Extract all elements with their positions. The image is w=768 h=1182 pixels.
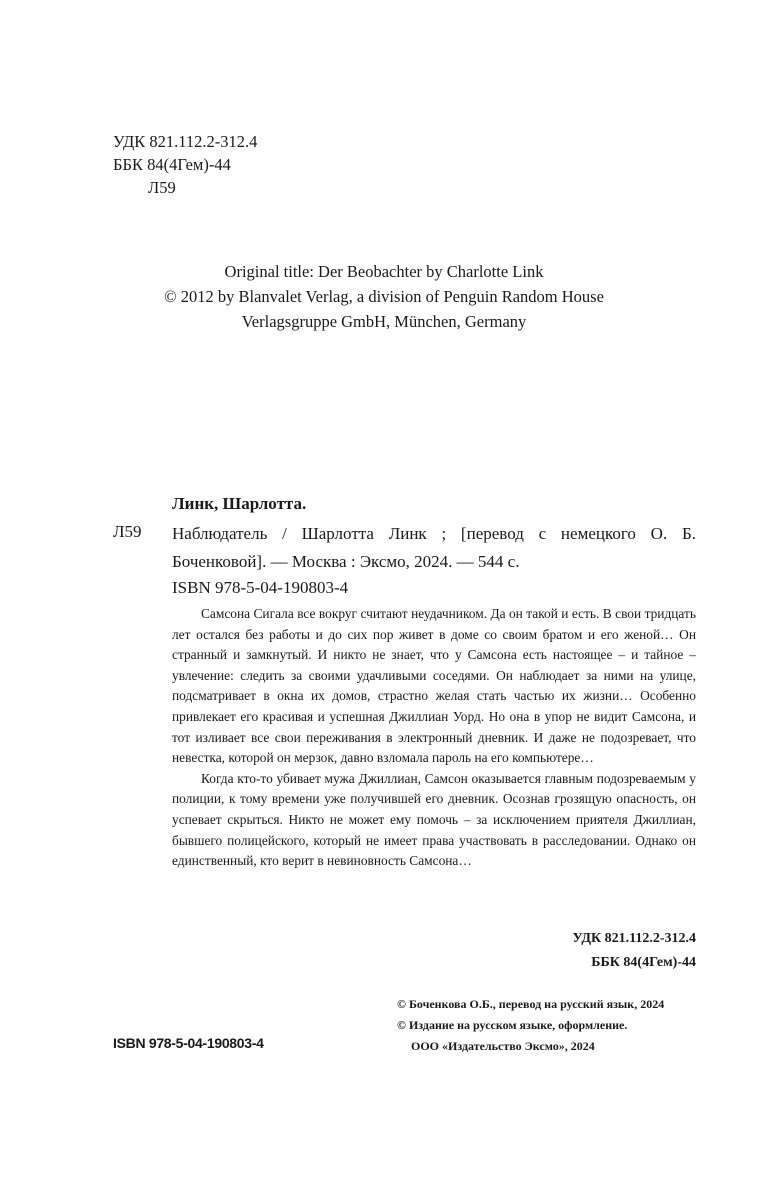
copyright-translation: © Боченкова О.Б., перевод на русский язык, 2024 — [397, 997, 665, 1011]
bbk-code-bottom: ББК 84(4Гем)-44 — [591, 955, 696, 970]
original-publisher-line: Verlagsgruppe GmbH, München, Germany — [241, 312, 527, 331]
original-copyright-line: © 2012 by Blanvalet Verlag, a division of Penguin Random House — [164, 287, 604, 306]
original-title-block — [0, 259, 768, 334]
classification-block-top — [113, 130, 257, 199]
bibliographic-description: Наблюдатель / Шарлотта Линк ; [перевод с немецкого О. Б. Боченковой]. — Москва : Эксмо, 2024. — 544 с. — [172, 524, 696, 571]
isbn-line: ISBN 978-5-04-190803-4 — [172, 578, 349, 597]
classification-block-bottom — [572, 927, 696, 975]
annotation-paragraph: Когда кто-то убивает мужа Джиллиан, Самсон оказывается главным подозреваемым у полиции, к тому времени уже получившей его дневник. Осознав грозящую опасность, он успевает скрыться. Никто не может ему помочь – за исключением приятеля Джиллиан, бывшего полицейского, который не имеет права участвовать в расследовании. Однако он единственный, кто верит в невиновность Самсона… — [172, 770, 696, 869]
author-heading: Линк, Шарлотта. — [172, 494, 307, 513]
udk-code: УДК 821.112.2-312.4 — [113, 132, 258, 151]
copyright-block — [397, 994, 697, 1057]
author-mark: Л59 — [148, 178, 176, 197]
annotation — [172, 604, 696, 872]
original-title-line: Original title: Der Beobachter by Charlotte Link — [224, 262, 544, 281]
annotation-paragraph: Самсона Сигала все вокруг считают неудачником. Да он такой и есть. В свои тридцать лет остался без работы и до сих пор живет в доме со своим братом и его женой… Он странный и замкнутый. И никто не знает, что у Самсона есть настоящее – и тайное – увлечение: следить за своими удачливыми соседями. Он наблюдает за ними на улице, подсматривает в окна их домов, страстно желая стать частью их жизни… Особенно привлекает его красивая и успешная Джиллиан Уорд. Но она в упор не видит Самсона, и тот изливает все свои переживания в электронный дневник. И даже не подозревает, что невестка, которой он мерзок, давно взломала пароль на его компьютере… — [172, 606, 696, 766]
bbk-code: ББК 84(4Гем)-44 — [113, 155, 231, 174]
copyright-publisher: ООО «Издательство Эксмо», 2024 — [411, 1039, 595, 1053]
udk-code-bottom: УДК 821.112.2-312.4 — [572, 931, 696, 946]
isbn-bottom: ISBN 978-5-04-190803-4 — [113, 1035, 264, 1051]
copyright-edition: © Издание на русском языке, оформление. — [397, 1018, 628, 1032]
author-mark-side: Л59 — [113, 522, 142, 541]
